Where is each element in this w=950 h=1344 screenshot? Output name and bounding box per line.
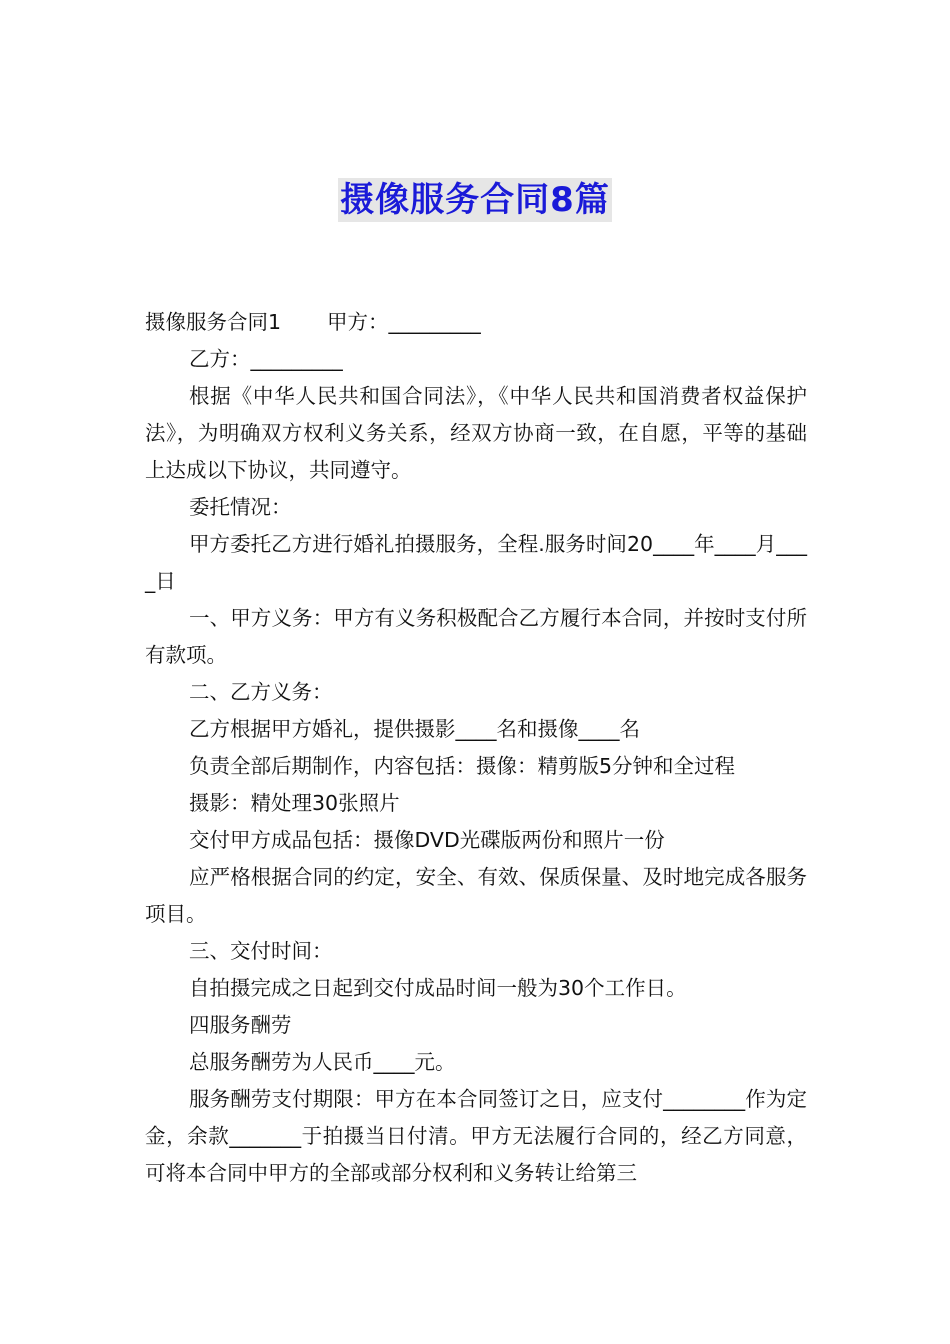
paragraph: 自拍摄完成之日起到交付成品时间一般为30个工作日。 xyxy=(189,976,687,1000)
paragraph: 交付甲方成品包括：摄像DVD光碟版两份和照片一份 xyxy=(189,828,665,852)
paragraph: 委托情况： xyxy=(189,495,292,519)
paragraph: 乙方：_________ xyxy=(189,347,343,371)
paragraph: 摄影：精处理30张照片 xyxy=(189,791,400,815)
paragraph: 一、甲方义务：甲方有义务积极配合乙方履行本合同，并按时支付所有款项。 xyxy=(145,606,807,667)
party-a-line: 甲方：_________ xyxy=(327,310,481,334)
paragraph: 总服务酬劳为人民币____元。 xyxy=(189,1050,456,1074)
paragraph: 四服务酬劳 xyxy=(189,1013,292,1037)
paragraph: 甲方委托乙方进行婚礼拍摄服务，全程.服务时间20____年____月____日 xyxy=(145,532,807,593)
contract-number-label: 摄像服务合同1 xyxy=(145,310,282,334)
paragraph: 负责全部后期制作，内容包括：摄像：精剪版5分钟和全过程 xyxy=(189,754,736,778)
paragraph: 乙方根据甲方婚礼，提供摄影____名和摄像____名 xyxy=(189,717,640,741)
paragraph: 应严格根据合同的约定，安全、有效、保质保量、及时地完成各服务项目。 xyxy=(145,865,807,926)
paragraph xyxy=(145,304,807,341)
document-body xyxy=(145,304,807,1192)
paragraph: 二、乙方义务： xyxy=(189,680,333,704)
paragraph: 根据《中华人民共和国合同法》，《中华人民共和国消费者权益保护法》，为明确双方权利义务关系，经双方协商一致，在自愿，平等的基础上达成以下协议，共同遵守。 xyxy=(145,384,807,482)
paragraph: 三、交付时间： xyxy=(189,939,333,963)
document-title: 摄像服务合同8篇 xyxy=(340,180,610,220)
paragraph: 服务酬劳支付期限：甲方在本合同签订之日，应支付________作为定金，余款_______于拍摄当日付清。甲方无法履行合同的，经乙方同意，可将本合同中甲方的全部或部分权利和义务转让给第三 xyxy=(145,1087,807,1185)
title-wrapper xyxy=(0,178,950,222)
